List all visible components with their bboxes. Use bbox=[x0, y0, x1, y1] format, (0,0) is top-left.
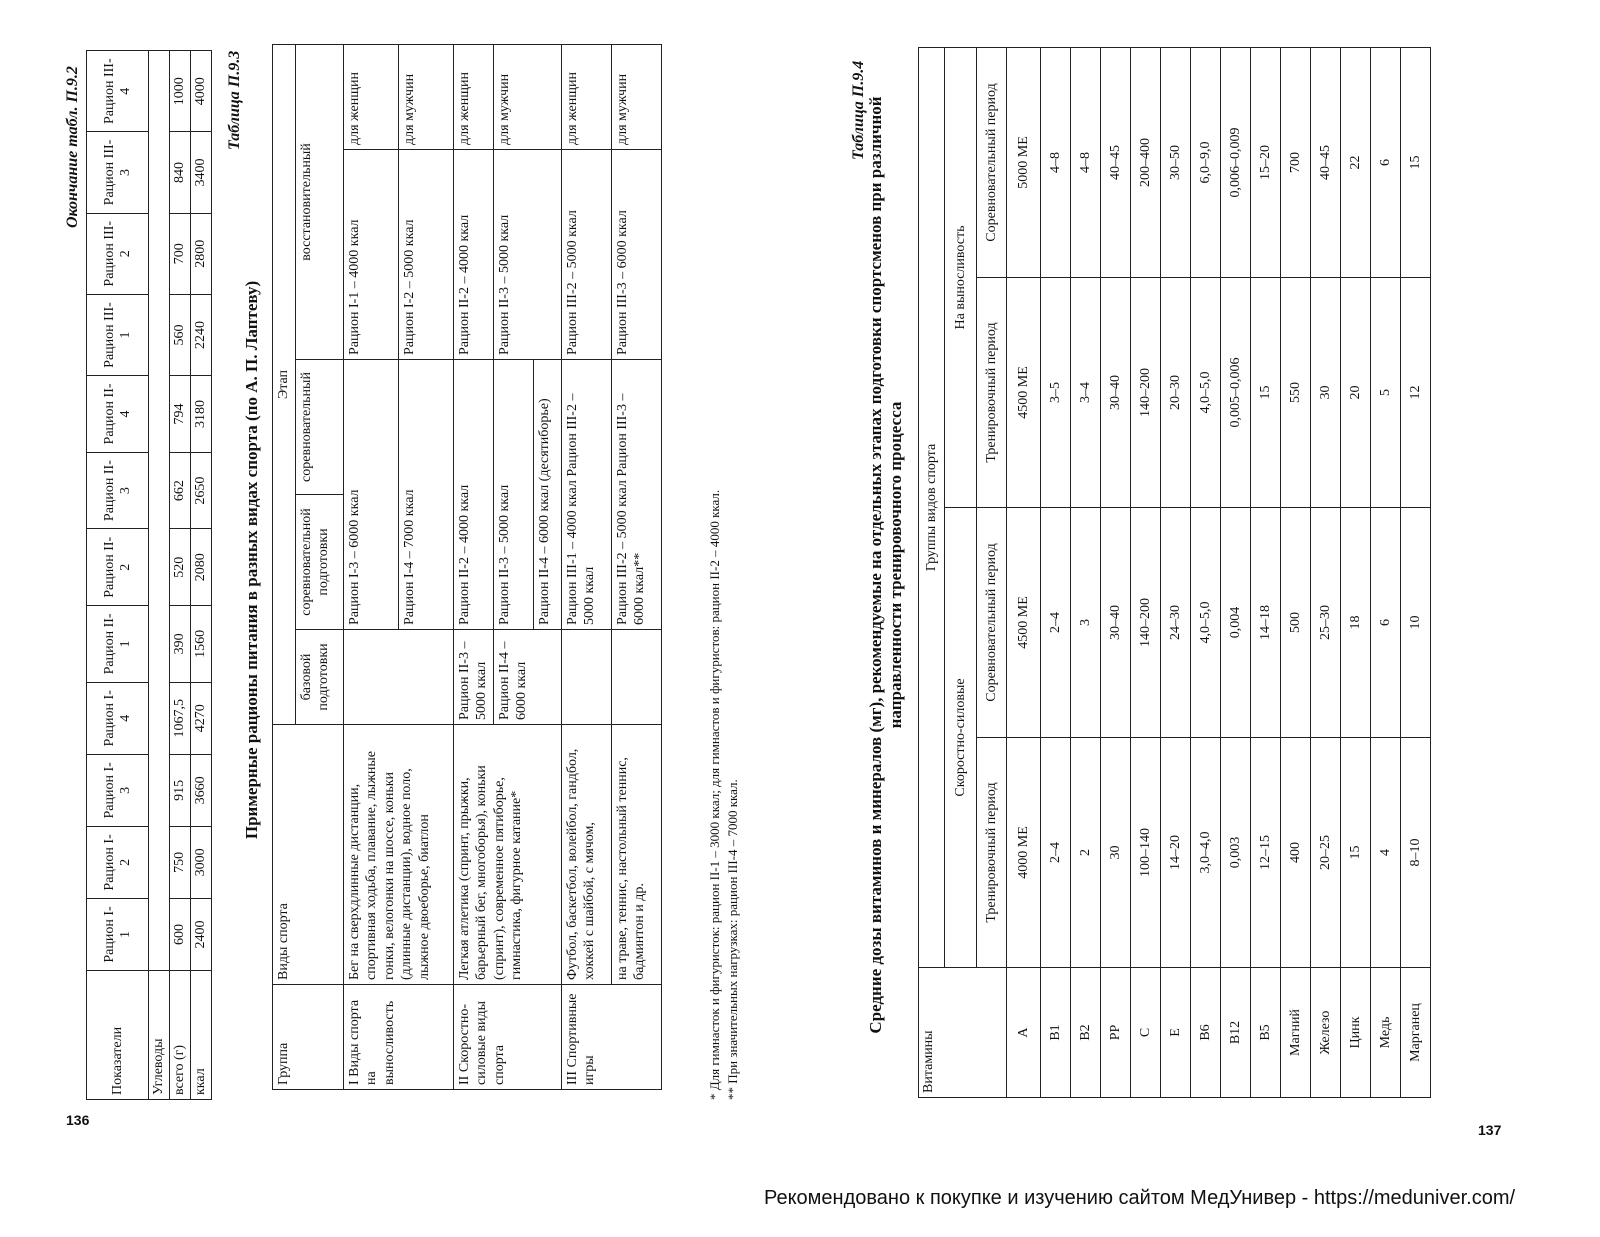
row-label: B12 bbox=[1221, 968, 1251, 1098]
cell: 4500 МЕ bbox=[1007, 508, 1041, 738]
table-row bbox=[1401, 47, 1431, 1097]
row-label: B5 bbox=[1251, 968, 1281, 1098]
table-row bbox=[1007, 47, 1041, 1097]
group-2-label: II Скоростно-силовые виды спорта bbox=[453, 985, 561, 1090]
group-1-label: I Виды спорта на выносливость bbox=[343, 985, 453, 1090]
cell: 2240 bbox=[191, 294, 212, 375]
cell: 18 bbox=[1341, 508, 1371, 738]
col-header: Рацион I-4 bbox=[87, 682, 149, 754]
cell: 2400 bbox=[191, 898, 212, 970]
cell: 6 bbox=[1371, 47, 1401, 277]
header-endurance: На выносливость bbox=[945, 47, 977, 507]
cell: 390 bbox=[170, 606, 191, 683]
cell: 3400 bbox=[191, 132, 212, 213]
col-header: Рацион I-2 bbox=[87, 826, 149, 898]
group-3-ration-b: Рацион III-2 – 5000 ккал Рацион III-3 – 6000 ккал** bbox=[611, 360, 661, 630]
group-2-rec-1: Рацион II-2 – 4000 ккал bbox=[453, 150, 493, 360]
group-2-rec-2-who: для мужчин bbox=[493, 44, 561, 149]
cell: 4000 МЕ bbox=[1007, 738, 1041, 968]
table-row bbox=[1341, 47, 1371, 1097]
cell: 2 bbox=[1071, 738, 1101, 968]
row-label: А bbox=[1007, 968, 1041, 1098]
header-group: Группа bbox=[273, 985, 344, 1090]
header-stage: Этап bbox=[273, 44, 296, 724]
table-93-title: Примерные рационы питания в разных видах спорта (по А. П. Лаптеву) bbox=[242, 280, 261, 840]
cell: 750 bbox=[170, 826, 191, 898]
header-train: Тренировочный период bbox=[977, 738, 1007, 968]
cell: 5 bbox=[1371, 278, 1401, 508]
footnote-2: ** При значительных нагрузках: рацион III-4 – 7000 ккал. bbox=[724, 779, 740, 1100]
cell: 4–8 bbox=[1041, 47, 1071, 277]
group-3-label: III Спортивные игры bbox=[561, 985, 661, 1090]
table-row bbox=[1221, 47, 1251, 1097]
cell: 140–200 bbox=[1131, 278, 1161, 508]
header-comp: Соревновательный период bbox=[977, 508, 1007, 738]
cell: 4,0–5,0 bbox=[1191, 508, 1221, 738]
cell: 700 bbox=[1281, 47, 1311, 277]
group-3-sports-b: на траве, теннис, настольный теннис, бадминтон и др. bbox=[611, 725, 661, 985]
header-comp: соревновательный bbox=[295, 360, 343, 495]
cell: 3000 bbox=[191, 826, 212, 898]
header-indicators: Показатели bbox=[87, 971, 149, 1100]
cell: 30 bbox=[1311, 278, 1341, 508]
header-sport: Виды спорта bbox=[273, 725, 344, 985]
cell: 3,0–4,0 bbox=[1191, 738, 1221, 968]
group-1-ration-b: Рацион I-4 – 7000 ккал bbox=[398, 360, 453, 630]
row-label: Железо bbox=[1311, 968, 1341, 1098]
cell: 14–18 bbox=[1251, 508, 1281, 738]
cell: 8–10 bbox=[1401, 738, 1431, 968]
group-3-rec-2-who: для мужчин bbox=[611, 44, 661, 149]
cell: 100–140 bbox=[1131, 738, 1161, 968]
row-label: Магний bbox=[1281, 968, 1311, 1098]
header-base: базовой подготовки bbox=[295, 630, 343, 725]
cell: 700 bbox=[170, 213, 191, 294]
group-1-ration-a: Рацион I-3 – 6000 ккал bbox=[343, 360, 398, 630]
cell: 2–4 bbox=[1041, 508, 1071, 738]
header-vitamins: Витамины bbox=[919, 968, 1007, 1098]
row-label: B6 bbox=[1191, 968, 1221, 1098]
cell: 840 bbox=[170, 132, 191, 213]
cell: 3–5 bbox=[1041, 278, 1071, 508]
table-row bbox=[1071, 47, 1101, 1097]
cell: 3660 bbox=[191, 754, 212, 826]
group-2-base-1: Рацион II-3 – 5000 ккал bbox=[453, 630, 493, 725]
cell: 3–4 bbox=[1071, 278, 1101, 508]
cell: 30–40 bbox=[1101, 508, 1131, 738]
cell: 4500 МЕ bbox=[1007, 278, 1041, 508]
cell: 15 bbox=[1341, 738, 1371, 968]
header-speed: Скоростно-силовые bbox=[945, 508, 977, 968]
col-header: Рацион I-1 bbox=[87, 898, 149, 970]
cell: 12–15 bbox=[1251, 738, 1281, 968]
cell: 140–200 bbox=[1131, 508, 1161, 738]
cell: 15–20 bbox=[1251, 47, 1281, 277]
group-2-rec-2: Рацион II-3 – 5000 ккал bbox=[493, 150, 561, 360]
cell: 0,003 bbox=[1221, 738, 1251, 968]
row-label: Марганец bbox=[1401, 968, 1431, 1098]
table-94 bbox=[918, 48, 1431, 1098]
group-2-base-2: Рацион II-4 – 6000 ккал bbox=[493, 630, 561, 725]
cell: 400 bbox=[1281, 738, 1311, 968]
row-label: E bbox=[1161, 968, 1191, 1098]
cell: 30–40 bbox=[1101, 278, 1131, 508]
row-label: Медь bbox=[1371, 968, 1401, 1098]
table-row bbox=[1131, 47, 1161, 1097]
table-94-title: Средние дозы витаминов и минералов (мг), рекомендуемые на отдельных этапах подготовки спортсменов при различной направленности тренировочного процесса bbox=[866, 96, 906, 1034]
table-row bbox=[1161, 47, 1191, 1097]
cell: 1000 bbox=[170, 51, 191, 132]
group-1-rec-1-who: для женщин bbox=[343, 44, 398, 149]
table-row bbox=[191, 51, 212, 1100]
cell: 25–30 bbox=[1311, 508, 1341, 738]
col-header: Рацион II-2 bbox=[87, 529, 149, 606]
header-precomp: соревновательной подготовки bbox=[295, 495, 343, 630]
table-row bbox=[1101, 47, 1131, 1097]
cell: 600 bbox=[170, 898, 191, 970]
cell: 15 bbox=[1401, 47, 1431, 277]
col-header: Рацион III-1 bbox=[87, 294, 149, 375]
cell: 2080 bbox=[191, 529, 212, 606]
table-row bbox=[1191, 47, 1221, 1097]
group-1-rec-1: Рацион I-1 – 4000 ккал bbox=[343, 150, 398, 360]
col-header: Рацион I-3 bbox=[87, 754, 149, 826]
table-row bbox=[1041, 47, 1071, 1097]
row-label: всего (г) bbox=[170, 971, 191, 1100]
row-label: C bbox=[1131, 968, 1161, 1098]
cell: 0,006–0,009 bbox=[1221, 47, 1251, 277]
cell: 520 bbox=[170, 529, 191, 606]
section-label: Углеводы bbox=[149, 971, 170, 1100]
cell: 500 bbox=[1281, 508, 1311, 738]
header-recovery: восстановительный bbox=[295, 44, 343, 359]
cell: 915 bbox=[170, 754, 191, 826]
cell: 4000 bbox=[191, 51, 212, 132]
cell: 794 bbox=[170, 376, 191, 453]
col-header: Рацион II-3 bbox=[87, 452, 149, 529]
col-header: Рацион III-4 bbox=[87, 51, 149, 132]
cell: 20–25 bbox=[1311, 738, 1341, 968]
cell: 662 bbox=[170, 452, 191, 529]
cell: 24–30 bbox=[1161, 508, 1191, 738]
table-92-caption: Окончание табл. П.9.2 bbox=[64, 66, 81, 228]
group-1-sports: Бег на сверхдлинные дистанции, спортивная ходьба, плавание, лыжные гонки, велогонки на шоссе, коньки (длинные дистанции), водное поло, лыжное двоеборье, биатлон bbox=[343, 725, 453, 985]
cell: 6,0–9,0 bbox=[1191, 47, 1221, 277]
cell: 1067,5 bbox=[170, 682, 191, 754]
row-label: Цинк bbox=[1341, 968, 1371, 1098]
cell: 22 bbox=[1341, 47, 1371, 277]
cell: 0,004 bbox=[1221, 508, 1251, 738]
cell: 40–45 bbox=[1101, 47, 1131, 277]
header-train: Тренировочный период bbox=[977, 278, 1007, 508]
table-row bbox=[1371, 47, 1401, 1097]
cell: 3180 bbox=[191, 376, 212, 453]
cell: 200–400 bbox=[1131, 47, 1161, 277]
group-3-ration-a: Рацион III-1 – 4000 ккал Рацион III-2 – 5000 ккал bbox=[561, 360, 611, 630]
col-header: Рацион II-4 bbox=[87, 376, 149, 453]
cell: 12 bbox=[1401, 278, 1431, 508]
group-1-rec-2-who: для мужчин bbox=[398, 44, 453, 149]
cell: 40–45 bbox=[1311, 47, 1341, 277]
group-1-rec-2: Рацион I-2 – 5000 ккал bbox=[398, 150, 453, 360]
cell: 20–30 bbox=[1161, 278, 1191, 508]
footer-recommendation: Рекомендовано к покупке и изучению сайтом МедУнивер - https://meduniver.com/ bbox=[764, 1187, 1516, 1209]
cell: 30 bbox=[1101, 738, 1131, 968]
group-2-ration-c: Рацион II-4 – 6000 ккал (десятиборье) bbox=[533, 360, 561, 630]
row-label: PP bbox=[1101, 968, 1131, 1098]
cell: 20 bbox=[1341, 278, 1371, 508]
col-header: Рацион II-1 bbox=[87, 606, 149, 683]
table-94-caption: Таблица П.9.4 bbox=[850, 60, 867, 160]
group-2-sports: Легкая атлетика (спринт, прыжки, барьерный бег, многоборья), коньки (спринт), современное пятиборье, гимнастика, фигурное катание* bbox=[453, 725, 561, 985]
row-label: B1 bbox=[1041, 968, 1071, 1098]
cell: 560 bbox=[170, 294, 191, 375]
col-header: Рацион III-3 bbox=[87, 132, 149, 213]
cell: 3 bbox=[1071, 508, 1101, 738]
cell: 15 bbox=[1251, 278, 1281, 508]
cell: 4270 bbox=[191, 682, 212, 754]
page-number-left: 136 bbox=[66, 1112, 90, 1128]
row-label: ккал bbox=[191, 971, 212, 1100]
table-row bbox=[1311, 47, 1341, 1097]
cell: 30–50 bbox=[1161, 47, 1191, 277]
table-93 bbox=[272, 45, 662, 1090]
cell: 14–20 bbox=[1161, 738, 1191, 968]
table-row bbox=[170, 51, 191, 1100]
table-92 bbox=[86, 50, 212, 1100]
cell: 6 bbox=[1371, 508, 1401, 738]
table-93-caption: Таблица П.9.3 bbox=[226, 50, 243, 150]
cell: 0,005–0,006 bbox=[1221, 278, 1251, 508]
col-header: Рацион III-2 bbox=[87, 213, 149, 294]
header-comp: Соревновательный период bbox=[977, 47, 1007, 277]
table-row bbox=[1251, 47, 1281, 1097]
group-2-rec-1-who: для женщин bbox=[453, 44, 493, 149]
group-3-rec-1: Рацион III-2 – 5000 ккал bbox=[561, 150, 611, 360]
header-groups: Группы видов спорта bbox=[919, 47, 945, 967]
cell: 2800 bbox=[191, 213, 212, 294]
cell: 2650 bbox=[191, 452, 212, 529]
cell: 4 bbox=[1371, 738, 1401, 968]
group-3-sports-a: Футбол, баскетбол, волейбол, гандбол, хоккей с шайбой, с мячом, bbox=[561, 725, 611, 985]
cell: 2–4 bbox=[1041, 738, 1071, 968]
cell: 4–8 bbox=[1071, 47, 1101, 277]
page-number-right: 137 bbox=[1478, 1122, 1502, 1138]
group-2-ration-a: Рацион II-2 – 4000 ккал bbox=[453, 360, 493, 630]
group-2-ration-b: Рацион II-3 – 5000 ккал bbox=[493, 360, 533, 630]
group-3-rec-1-who: для женщин bbox=[561, 44, 611, 149]
cell: 4,0–5,0 bbox=[1191, 278, 1221, 508]
group-3-rec-2: Рацион III-3 – 6000 ккал bbox=[611, 150, 661, 360]
cell: 5000 МЕ bbox=[1007, 47, 1041, 277]
cell: 550 bbox=[1281, 278, 1311, 508]
row-label: B2 bbox=[1071, 968, 1101, 1098]
cell: 10 bbox=[1401, 508, 1431, 738]
footnote-1: * Для гимнасток и фигуристок: рацион II-1 – 3000 ккал; для гимнастов и фигуристов: рацион II-2 – 4000 ккал. bbox=[707, 489, 722, 1100]
table-93-footnotes bbox=[706, 200, 741, 1100]
table-row bbox=[1281, 47, 1311, 1097]
cell: 1560 bbox=[191, 606, 212, 683]
